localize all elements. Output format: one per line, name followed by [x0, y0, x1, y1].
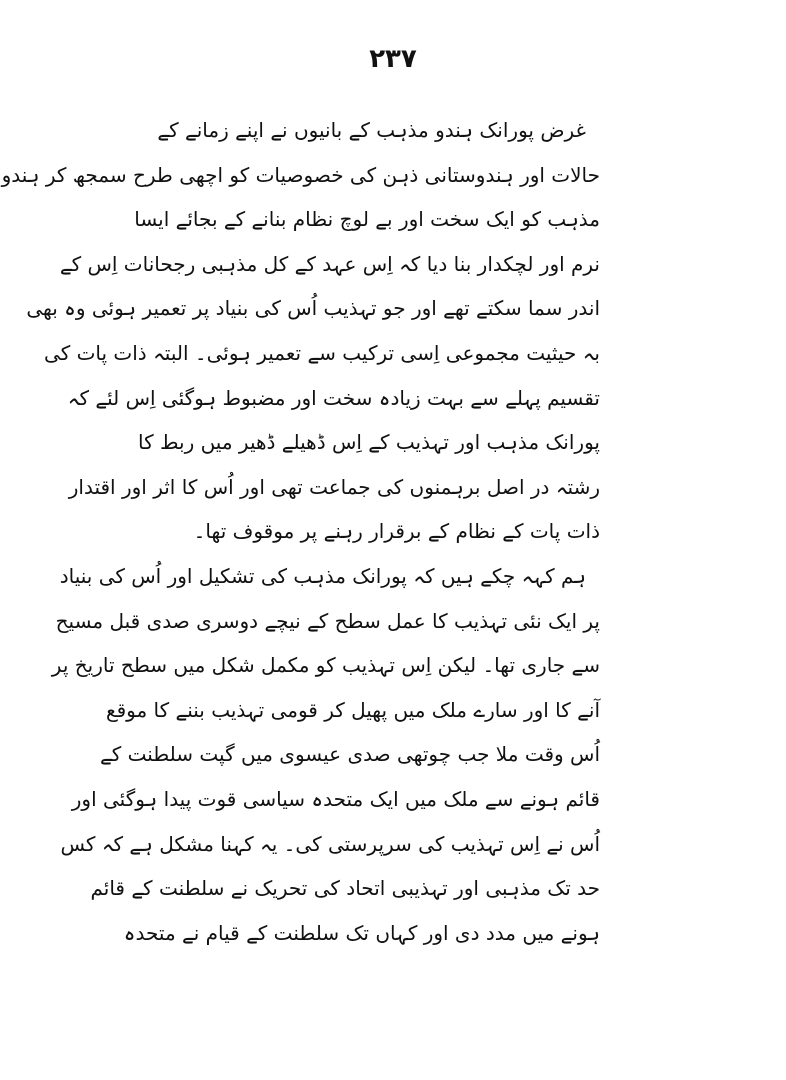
text-line: اُس نے اِس تہذیب کی سرپرستی کی۔ یہ کہنا مشکل ہے کہ کس	[60, 831, 600, 856]
text-line: سے جاری تھا۔ لیکن اِس تہذیب کو مکمل شکل میں سطح تاریخ پر	[51, 653, 600, 678]
text-line: پر ایک نئی تہذیب کا عمل سطح کے نیچے دوسری صدی قبل مسیح	[55, 608, 600, 633]
text-line: پورانک مذہب اور تہذیب کے اِس ڈھیلے ڈھیر میں ربط کا	[138, 430, 600, 455]
text-line: ہم کہہ چکے ہیں کہ پورانک مذہب کی تشکیل اور اُس کی بنیاد	[59, 563, 586, 588]
text-line: ذات پات کے نظام کے برقرار رہنے پر موقوف تھا۔	[193, 519, 600, 544]
text-line: غرض پورانک ہندو مذہب کے بانیوں نے اپنے زمانے کے	[157, 118, 586, 142]
body-text	[1, 108, 600, 955]
text-line: نرم اور لچکدار بنا دیا کہ اِس عہد کے کل مذہبی رجحانات اِس کے	[59, 251, 600, 276]
text-line: مذہب کو ایک سخت اور بے لوچ نظام بنانے کے بجائے ایسا	[134, 207, 600, 232]
text-line: بہ حیثیت مجموعی اِسی ترکیب سے تعمیر ہوئی۔ البتہ ذات پات کی	[44, 340, 600, 365]
text-line: اندر سما سکتے تھے اور جو تہذیب اُس کی بنیاد پر تعمیر ہوئی وہ بھی	[26, 296, 600, 321]
text-line: حد تک مذہبی اور تہذیبی اتحاد کی تحریک نے سلطنت کے قائم	[90, 876, 600, 901]
text-line: حالات اور ہندوستانی ذہن کی خصوصیات کو اچھی طرح سمجھ کر ہندو	[1, 162, 600, 187]
text-line: آنے کا اور سارے ملک میں پھیل کر قومی تہذیب بننے کا موقع	[105, 697, 600, 722]
text-line: ہونے میں مدد دی اور کہاں تک سلطنت کے قیام نے متحدہ	[123, 920, 600, 945]
page-number: ۲۳۷	[369, 44, 417, 74]
text-line: اُس وقت ملا جب چوتھی صدی عیسوی میں گپت سلطنت کے	[100, 742, 600, 767]
text-line: تقسیم پہلے سے بہت زیادہ سخت اور مضبوط ہوگئی اِس لئے کہ	[67, 385, 600, 410]
text-line: قائم ہونے سے ملک میں ایک متحدہ سیاسی قوت پیدا ہوگئی اور	[71, 786, 600, 811]
text-line: رشتہ در اصل برہمنوں کی جماعت تھی اور اُس کا اثر اور اقتدار	[68, 474, 600, 499]
